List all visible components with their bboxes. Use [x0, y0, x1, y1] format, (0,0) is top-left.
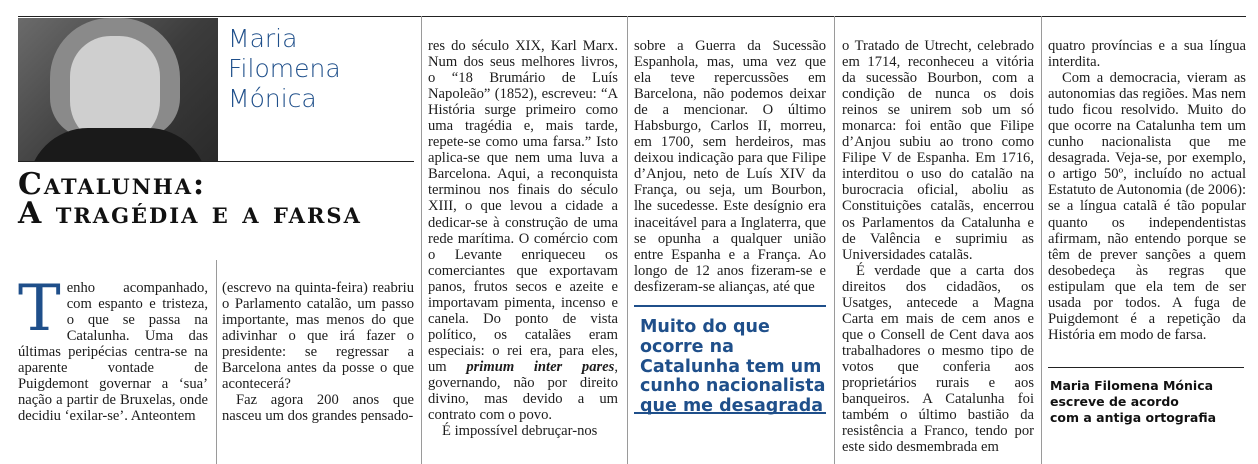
paragraph: res do século XIX, Karl Marx. Num dos seus melhores livros, o “18 Brumário de Luís Napoleão” (1852), escreveu: “A História surge primeiro como uma tragédia e, mais tarde, repete-se como uma farsa.” Isto aplica-se que nem uma luva a Barcelona. Aqui, a reconquista terminou nos finais do século XIII, o que levou a cidade a dedicar-se à construção de uma rede marítima. O comércio com o Levante enriqueceu os comerciantes que exportavam panos, frutos secos e azeite e importavam pimenta, incenso e canela. Do ponto de vista político, os catalães eram especiais: o rei era, para eles, um [428, 38, 618, 375]
signature-line: com a antiga ortografia [1050, 410, 1217, 425]
pull-quote-rule-top [634, 305, 826, 307]
paragraph-end: , governando, não por direito divino, mas devido a um contrato com o povo. [428, 358, 618, 424]
paragraph: quatro províncias e a sua língua interdita. [1048, 38, 1246, 71]
pull-quote: Muito do que ocorre na Catalunha tem um cunho nacionalista que me desagrada [640, 317, 826, 417]
article-column-3 [428, 38, 618, 439]
author-signature [1050, 378, 1246, 426]
headline-line-2: A tragédia e a farsa [18, 196, 362, 231]
author-photo [18, 18, 218, 161]
paragraph: enho acompanhado, com espanto e tristeza, o que se passa na Catalunha. Uma das últimas peripécias centra-se na aparente vontade de Puigdemont governar a ‘sua’ nação a partir de Bruxelas, onde decidiu ‘exilar-se’. Anteontem [18, 280, 208, 425]
paragraph: É impossível debruçar-nos [442, 423, 598, 440]
author-name [228, 24, 408, 114]
header-rule [18, 161, 414, 162]
column-divider [421, 16, 422, 464]
article-column-4 [634, 38, 826, 295]
column-divider [834, 16, 835, 464]
signature-rule [1048, 367, 1244, 368]
author-name-line: Maria [228, 24, 298, 53]
paragraph: (escrevo na quinta-feira) reabriu o Parlamento catalão, um passo importante, mas menos do que adivinhar o que irá fazer o presidente: se regressar a Barcelona antes da posse o que acontecerá? [222, 280, 414, 393]
author-name-line: Filomena [228, 54, 341, 83]
top-rule [18, 16, 1246, 17]
paragraph: Com a democracia, vieram as autonomias das regiões. Mas nem tudo ficou resolvido. Muito do que ocorre na Catalunha tem um cunho nacionalista que me desagrada. Veja-se, por exemplo, o artigo 50º, incluído no actual Estatuto de Autonomia (de 2006): se a língua catalã é tão popular quanto os independentistas afirmam, não entendo porque se têm de prever sanções a quem desobedeça às regras que estipulam que ela tem de ser usada por todos. A fuga de Puigdemont é a repetição da História em modo de farsa. [1048, 70, 1246, 343]
headline-line-1: Catalunha: [18, 167, 207, 202]
article-column-2 [222, 280, 414, 424]
drop-cap: T [18, 272, 61, 346]
article-column-5 [842, 38, 1034, 455]
column-divider [1041, 16, 1042, 464]
paragraph: sobre a Guerra da Sucessão Espanhola, mas, uma vez que ela teve repercussões em Barcelona, não podemos deixar de a mencionar. O último Habsburgo, Carlos II, morreu, em 1700, sem herdeiros, mas deixou indicação para que Filipe d’Anjou, neto de Luís XIV da França, ou seja, um Bourbon, lhe sucedesse. Este desígnio era inaceitável para a Inglaterra, que se opunha a qualquer união entre Espanha e a França. Ao longo de 12 anos fizeram-se e desfizeram-se alianças, até que [634, 38, 826, 295]
latin-phrase: primum inter pares [466, 358, 615, 375]
paragraph: É verdade que a carta dos direitos dos cidadãos, os Usatges, antecede a Magna Carta em mais de cem anos e que o Consell de Cent dava aos trabalhadores o mesmo tipo de votos que conferia aos proprietários rurais e aos banqueiros. A Catalunha foi também o último bastião da resistência a Franco, tendo por este sido desmembrada em [842, 262, 1034, 456]
headline [18, 167, 418, 231]
signature-line: escreve de acordo [1050, 394, 1179, 409]
paragraph: o Tratado de Utrecht, celebrado em 1714, reconheceu a vitória da sucessão Bourbon, com a condição de nunca os dois reinos se unirem sob um só monarca: foi então que Filipe d’Anjou subiu ao trono como Filipe V de Espanha. Em 1716, interditou o uso do catalão na burocracia oficial, aboliu as Constituições catalãs, encerrou os Parlamentos da Catalunha e de Valência e suprimiu as Universidades catalãs. [842, 38, 1034, 263]
pull-quote-rule-bottom [634, 412, 826, 414]
paragraph: Faz agora 200 anos que nasceu um dos grandes pensado- [222, 392, 414, 425]
column-divider [216, 260, 217, 464]
author-name-line: Mónica [228, 84, 317, 113]
signature-line: Maria Filomena Mónica [1050, 378, 1214, 393]
column-divider [627, 16, 628, 464]
article-column-6 [1048, 38, 1246, 343]
article-column-1 [18, 272, 208, 425]
